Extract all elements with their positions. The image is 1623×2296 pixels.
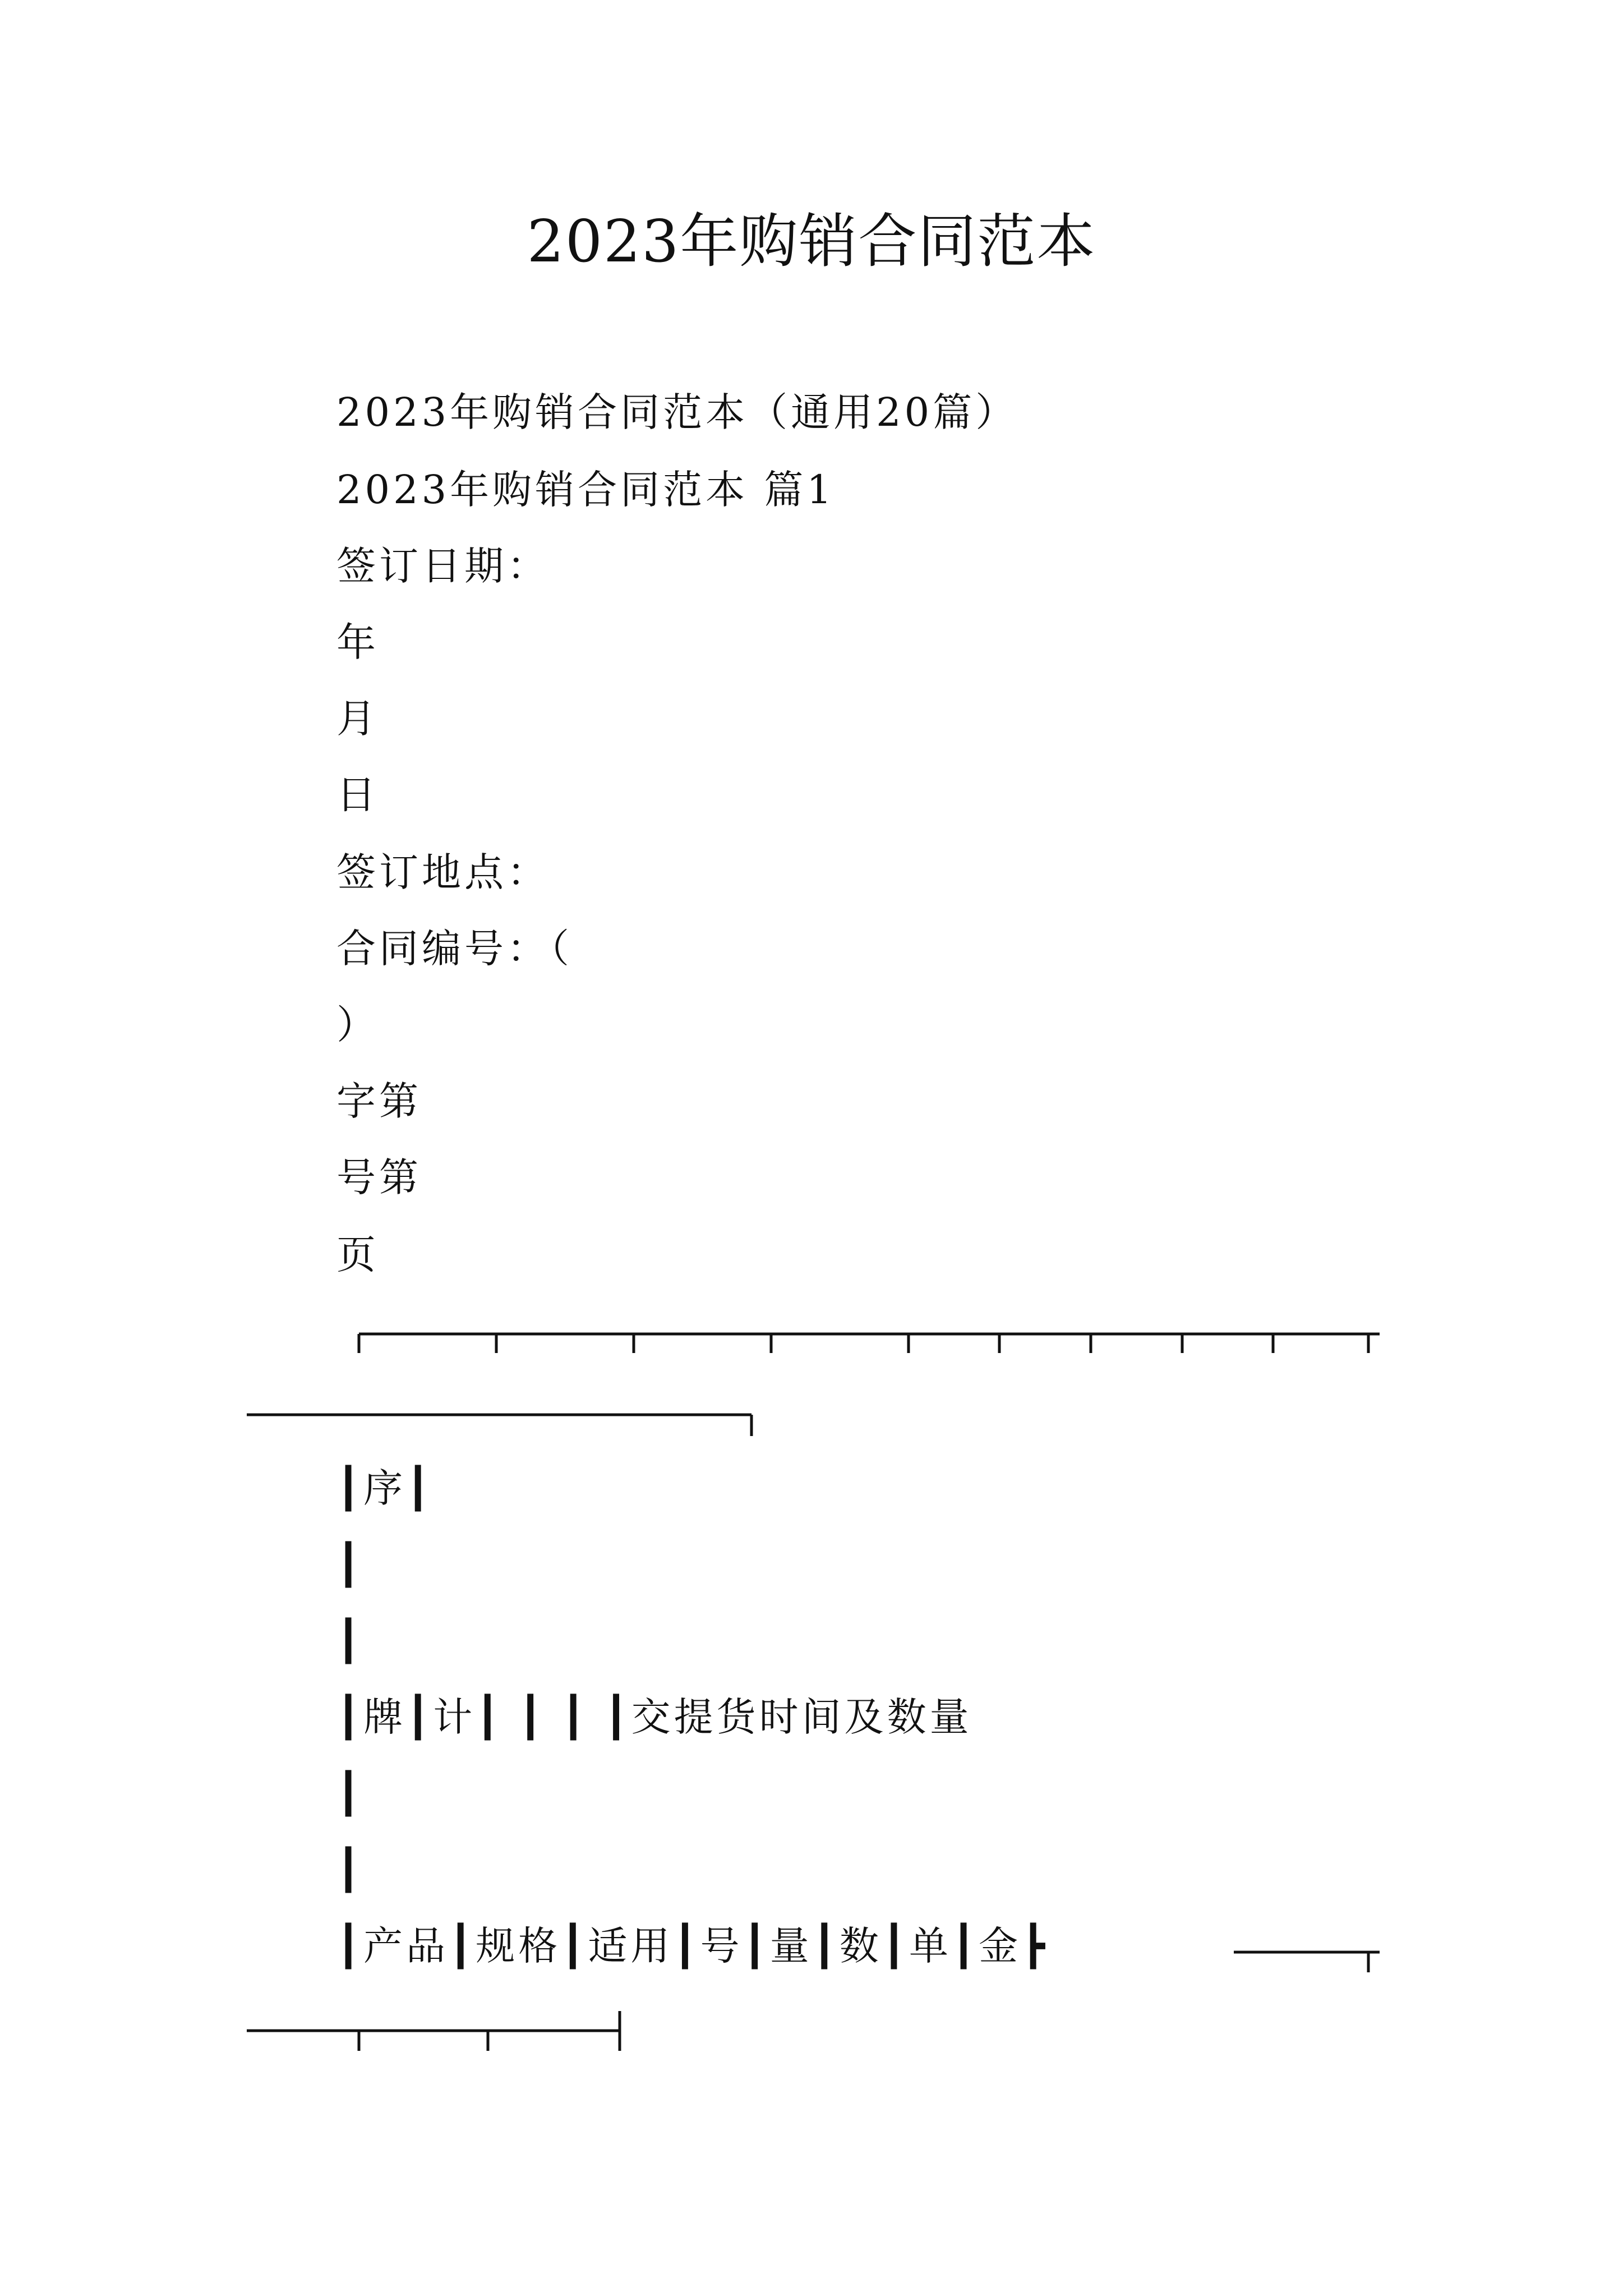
hao-di-label: 号第: [336, 1154, 422, 1200]
section-heading: 2023年购销合同范本 篇1: [336, 467, 835, 513]
year-label: 年: [336, 619, 379, 665]
table-row-brand: ┃牌┃计┃ ┃ ┃ ┃交提货时间及数量: [336, 1694, 972, 1740]
table-row-seq: ┃序┃: [336, 1465, 434, 1511]
document-title: 2023年购销合同范本: [527, 207, 1096, 275]
month-label: 月: [336, 696, 379, 742]
sign-date-label: 签订日期：: [336, 543, 550, 589]
table-bar: ┃: [336, 1847, 364, 1893]
closing-paren: ）: [336, 1002, 379, 1048]
doc-subtitle: 2023年购销合同范本（通用20篇）: [336, 389, 1018, 435]
page-label: 页: [336, 1232, 379, 1278]
table-header-row: ┃产品┃规格┃适用┃号┃量┃数┃单┃金┣: [336, 1923, 1049, 1969]
zi-di-label: 字第: [336, 1078, 422, 1124]
table-bar: ┃: [336, 1770, 364, 1816]
table-bar: ┃: [336, 1542, 364, 1588]
table-bar: ┃: [336, 1618, 364, 1664]
sign-place-label: 签订地点：: [336, 849, 550, 895]
day-label: 日: [336, 772, 379, 818]
contract-number-label: 合同编号：（: [336, 926, 573, 972]
